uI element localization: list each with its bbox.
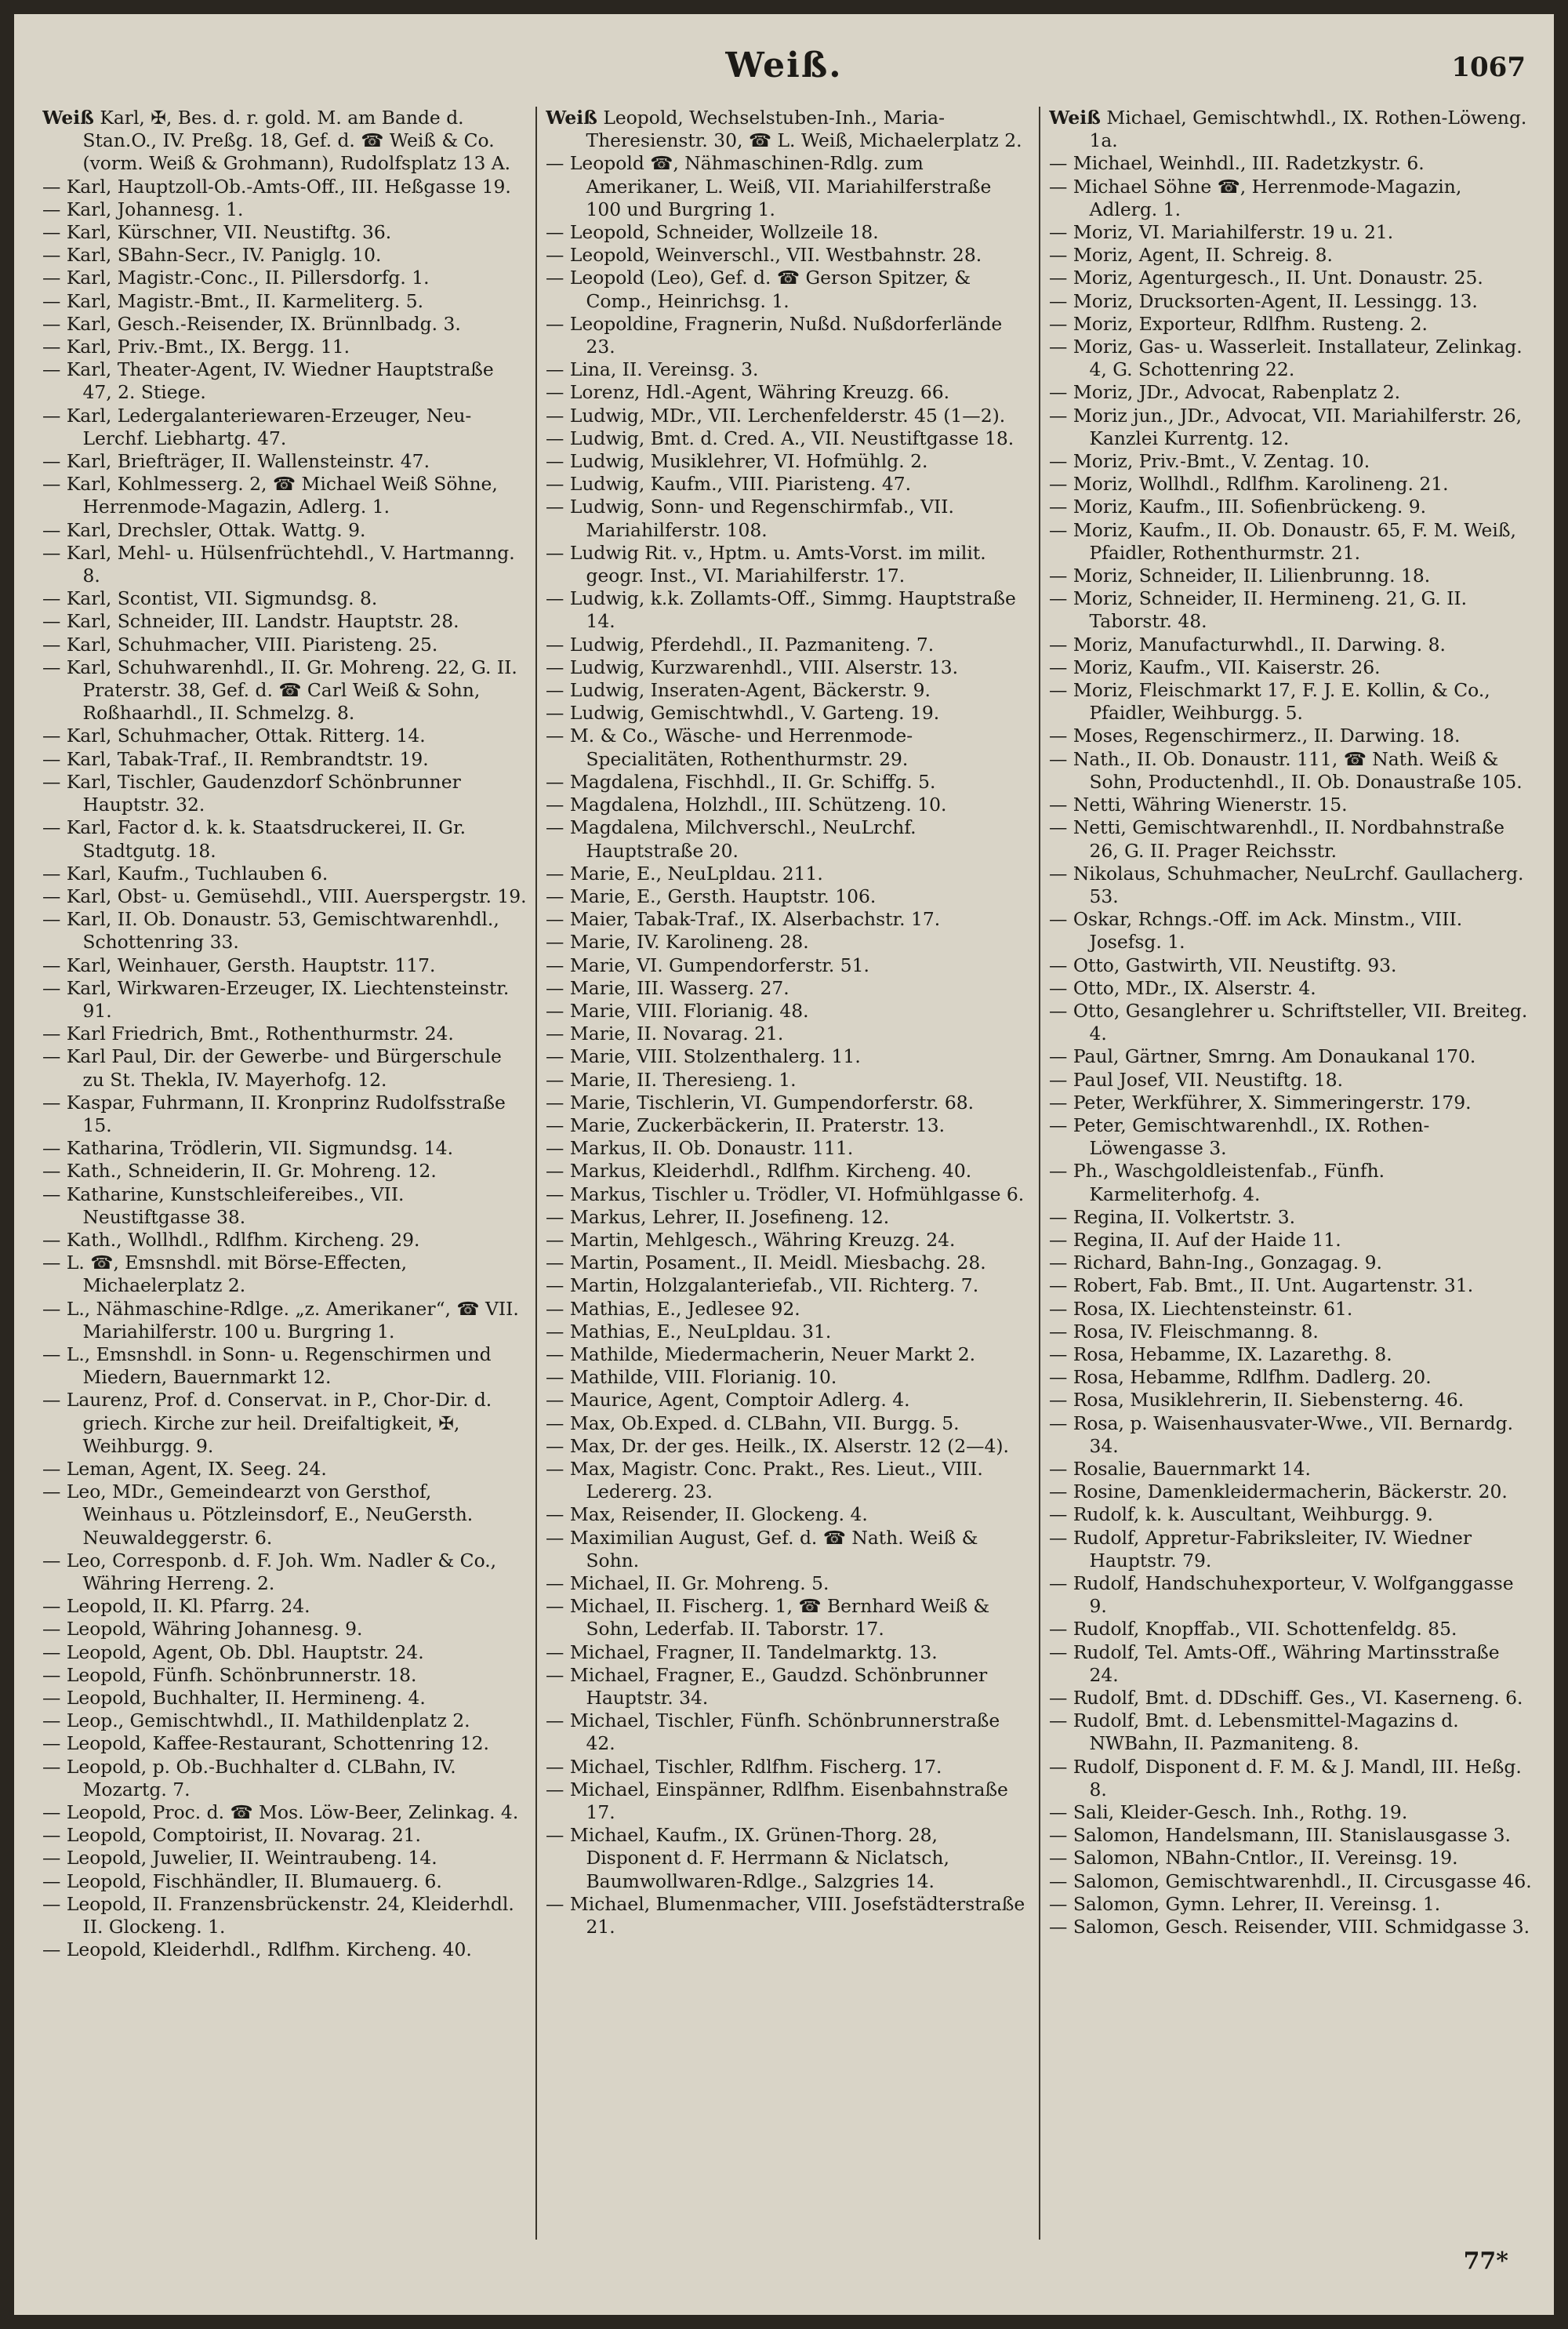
directory-entry: — Moriz, Drucksorten-Agent, II. Lessingg. 13. xyxy=(1049,289,1478,312)
directory-entry: — Max, Ob.Exped. d. CLBahn, VII. Burgg. 5. xyxy=(546,1412,960,1434)
directory-entry: — Marie, Tischlerin, VI. Gumpendorferstr. 68. xyxy=(546,1091,975,1114)
directory-entry: — Max, Reisender, II. Glockeng. 4. xyxy=(546,1503,868,1526)
directory-entry: — Netti, Gemischtwarenhdl., II. Nordbahnstraße 26, G. II. Prager Reichsstr. xyxy=(1049,816,1505,862)
directory-entry: — Michael Söhne ☎, Herrenmode-Magazin, Adlerg. 1. xyxy=(1049,175,1462,220)
directory-entry: — Mathias, E., NeuLpldau. 31. xyxy=(546,1320,832,1343)
directory-entry: — Ludwig, Gemischtwhdl., V. Garteng. 19. xyxy=(546,702,940,725)
directory-entry: — Karl, Scontist, VII. Sigmundsg. 8. xyxy=(42,587,378,610)
directory-entry: — Netti, Währing Wienerstr. 15. xyxy=(1049,794,1348,816)
column-divider xyxy=(535,107,537,2240)
directory-entry: — Regina, II. Volkertstr. 3. xyxy=(1049,1205,1296,1228)
directory-entry: — Markus, Tischler u. Trödler, VI. Hofmühlgasse 6. xyxy=(546,1183,1025,1205)
directory-entry: — Mathias, E., Jedlesee 92. xyxy=(546,1297,800,1320)
directory-entry: — Salomon, NBahn-Cntlor., II. Vereinsg. 19. xyxy=(1049,1847,1458,1869)
directory-entry: — Marie, VIII. Florianig. 48. xyxy=(546,999,809,1022)
directory-entry: — Leopold, Buchhalter, II. Hermineng. 4. xyxy=(42,1687,426,1710)
directory-entry: — Moriz jun., JDr., Advocat, VII. Mariahilferstr. 26, Kanzlei Kurrentg. 12. xyxy=(1049,404,1523,449)
directory-entry: — Otto, MDr., IX. Alserstr. 4. xyxy=(1049,976,1316,999)
directory-entry: — Marie, E., Gersth. Hauptstr. 106. xyxy=(546,885,877,907)
directory-entry: — Kath., Schneiderin, II. Gr. Mohreng. 12. xyxy=(42,1160,437,1183)
directory-entry: — Oskar, Rchngs.-Off. im Ack. Minstm., VIII. Josefsg. 1. xyxy=(1049,908,1463,954)
directory-entry: — Karl, Drechsler, Ottak. Wattg. 9. xyxy=(42,518,366,541)
directory-entry: — Karl, Schuhmacher, VIII. Piaristeng. 25. xyxy=(42,633,438,656)
directory-entry: — Katharine, Kunstschleifereibes., VII. Neustiftgasse 38. xyxy=(42,1183,405,1228)
column-1 xyxy=(42,107,527,2240)
directory-entry: — Karl Paul, Dir. der Gewerbe- und Bürgerschule zu St. Thekla, IV. Mayerhofg. 12. xyxy=(42,1045,502,1091)
directory-entry: — Katharina, Trödlerin, VII. Sigmundsg. 14. xyxy=(42,1137,454,1160)
directory-entry: — Regina, II. Auf der Haide 11. xyxy=(1049,1228,1341,1251)
directory-entry: Weiß Leopold, Wechselstuben-Inh., Maria-Theresienstr. 30, ☎ L. Weiß, Michaelerplatz 2. xyxy=(546,107,1022,152)
directory-entry: — Michael, II. Gr. Mohreng. 5. xyxy=(546,1572,829,1594)
page-title: Weiß. xyxy=(725,45,843,85)
directory-entry: — Ludwig, Sonn- und Regenschirmfab., VII. Mariahilferstr. 108. xyxy=(546,496,954,541)
directory-entry: — Nath., II. Ob. Donaustr. 111, ☎ Nath. Weiß & Sohn, Productenhdl., II. Ob. Donaustraße 105. xyxy=(1049,747,1523,793)
directory-entry: — Peter, Werkführer, X. Simmeringerstr. 179. xyxy=(1049,1091,1472,1114)
directory-entry: — Karl, Kohlmesserg. 2, ☎ Michael Weiß Söhne, Herrenmode-Magazin, Adlerg. 1. xyxy=(42,473,498,518)
directory-entry: — Rosa, IX. Liechtensteinstr. 61. xyxy=(1049,1297,1353,1320)
directory-entry: — Leopold, Fünfh. Schönbrunnerstr. 18. xyxy=(42,1663,417,1686)
directory-entry: — Moriz, VI. Mariahilferstr. 19 u. 21. xyxy=(1049,221,1394,244)
directory-entry: — L. ☎, Emsnshdl. mit Börse-Effecten, Michaelerplatz 2. xyxy=(42,1252,408,1297)
directory-entry: — Karl, Magistr.-Bmt., II. Karmeliterg. 5. xyxy=(42,289,424,312)
directory-entry: — Karl, Kürschner, VII. Neustiftg. 36. xyxy=(42,221,392,244)
directory-entry: — Rudolf, Tel. Amts-Off., Währing Martinsstraße 24. xyxy=(1049,1640,1500,1686)
directory-entry: — Karl, SBahn-Secr., IV. Paniglg. 10. xyxy=(42,244,382,267)
directory-entry: — Leopold, Kaffee-Restaurant, Schottenring 12. xyxy=(42,1732,489,1755)
page-header xyxy=(14,45,1554,100)
directory-entry: — Karl, Obst- u. Gemüsehdl., VIII. Auerspergstr. 19. xyxy=(42,885,527,907)
directory-entry: — Ludwig, k.k. Zollamts-Off., Simmg. Hauptstraße 14. xyxy=(546,587,1016,633)
directory-entry: — Karl, Briefträger, II. Wallensteinstr. 47. xyxy=(42,450,430,473)
directory-entry: — Karl, Factor d. k. k. Staatsdruckerei, II. Gr. Stadtgutg. 18. xyxy=(42,816,466,862)
directory-entry: — Ludwig, Musiklehrer, VI. Hofmühlg. 2. xyxy=(546,450,928,473)
directory-entry: — Michael, Einspänner, Rdlfhm. Eisenbahnstraße 17. xyxy=(546,1778,1008,1824)
directory-entry: — Karl, Theater-Agent, IV. Wiedner Hauptstraße 47, 2. Stiege. xyxy=(42,358,494,404)
directory-entry: — Rosa, IV. Fleischmanng. 8. xyxy=(1049,1320,1319,1343)
directory-entry: — Karl, Tischler, Gaudenzdorf Schönbrunner Hauptstr. 32. xyxy=(42,770,461,816)
directory-entry: — Ludwig, Bmt. d. Cred. A., VII. Neustiftgasse 18. xyxy=(546,427,1014,449)
directory-entry: — Moriz, Priv.-Bmt., V. Zentag. 10. xyxy=(1049,450,1370,473)
directory-entry: — Karl, Kaufm., Tuchlauben 6. xyxy=(42,862,328,885)
directory-entry: — Karl Friedrich, Bmt., Rothenthurmstr. 24. xyxy=(42,1023,454,1045)
directory-entry: — Karl, Johannesg. 1. xyxy=(42,198,244,220)
directory-entry: — Peter, Gemischtwarenhdl., IX. Rothen-Löwengasse 3. xyxy=(1049,1114,1430,1160)
directory-entry: — Ludwig, Kaufm., VIII. Piaristeng. 47. xyxy=(546,473,912,496)
directory-entry: — Marie, Zuckerbäckerin, II. Praterstr. 13. xyxy=(546,1114,946,1136)
column-3 xyxy=(1049,107,1534,2240)
directory-entry: — Michael, II. Fischerg. 1, ☎ Bernhard Weiß & Sohn, Lederfab. II. Taborstr. 17. xyxy=(546,1595,990,1640)
directory-entry: — Leopold, Juwelier, II. Weintraubeng. 14. xyxy=(42,1847,437,1869)
directory-entry: — Leopold, Comptoirist, II. Novarag. 21. xyxy=(42,1824,421,1847)
column-2 xyxy=(546,107,1030,2240)
directory-entry: — Karl, Gesch.-Reisender, IX. Brünnlbadg. 3. xyxy=(42,312,461,335)
directory-entry: — Leman, Agent, IX. Seeg. 24. xyxy=(42,1457,327,1480)
directory-entry: — Michael, Tischler, Fünfh. Schönbrunnerstraße 42. xyxy=(546,1710,1000,1755)
directory-entry: — Maximilian August, Gef. d. ☎ Nath. Weiß & Sohn. xyxy=(546,1526,978,1571)
directory-entry: — Karl, Schneider, III. Landstr. Hauptstr. 28. xyxy=(42,610,459,633)
directory-entry: — Leopold, Weinverschl., VII. Westbahnstr. 28. xyxy=(546,244,982,267)
directory-entry: — Moriz, Wollhdl., Rdlfhm. Karolineng. 21. xyxy=(1049,473,1449,496)
directory-entry: — Moriz, Exporteur, Rdlfhm. Rusteng. 2. xyxy=(1049,312,1428,335)
directory-entry: Weiß Karl, ✠, Bes. d. r. gold. M. am Bande d. Stan.O., IV. Preßg. 18, Gef. d. ☎ Weiß & Co. (vorm. Weiß & Grohmann), Rudolfsplatz 13 A. xyxy=(42,107,511,175)
directory-page xyxy=(14,14,1554,2315)
directory-entry: — Salomon, Gemischtwarenhdl., II. Circusgasse 46. xyxy=(1049,1869,1532,1892)
directory-entry: — Michael, Fragner, II. Tandelmarktg. 13. xyxy=(546,1640,938,1663)
directory-entry: — Karl, Schuhmacher, Ottak. Ritterg. 14. xyxy=(42,725,426,747)
directory-entry: — Leopold, Schneider, Wollzeile 18. xyxy=(546,221,879,244)
directory-entry: — Marie, VI. Gumpendorferstr. 51. xyxy=(546,954,869,976)
directory-entry: — Leopold, p. Ob.-Buchhalter d. CLBahn, IV. Mozartg. 7. xyxy=(42,1755,456,1800)
directory-entry: — Michael, Weinhdl., III. Radetzkystr. 6. xyxy=(1049,152,1425,175)
directory-entry: — Martin, Mehlgesch., Währing Kreuzg. 24. xyxy=(546,1228,956,1251)
directory-entry: — Rosine, Damenkleidermacherin, Bäckerstr. 20. xyxy=(1049,1481,1508,1503)
directory-entry: — Marie, IV. Karolineng. 28. xyxy=(546,931,809,954)
directory-entry: — Rosalie, Bauernmarkt 14. xyxy=(1049,1457,1311,1480)
directory-entry: — Lorenz, Hdl.-Agent, Währing Kreuzg. 66. xyxy=(546,381,950,404)
directory-entry: Weiß Michael, Gemischtwhdl., IX. Rothen-Löweng. 1a. xyxy=(1049,107,1527,152)
directory-entry: — Karl, Magistr.-Conc., II. Pillersdorfg. 1. xyxy=(42,267,430,289)
directory-entry: — Sali, Kleider-Gesch. Inh., Rothg. 19. xyxy=(1049,1801,1408,1824)
directory-entry: — Michael, Blumenmacher, VIII. Josefstädterstraße 21. xyxy=(546,1892,1025,1938)
directory-entry: — Marie, III. Wasserg. 27. xyxy=(546,976,789,999)
directory-entry: — Marie, VIII. Stolzenthalerg. 11. xyxy=(546,1045,861,1068)
directory-entry: — Laurenz, Prof. d. Conservat. in P., Chor-Dir. d. griech. Kirche zur heil. Dreifaltigkeit, ✠, Weihburgg. 9. xyxy=(42,1389,492,1457)
directory-entry: — Karl, Mehl- u. Hülsenfrüchtehdl., V. Hartmanng. 8. xyxy=(42,541,515,587)
directory-entry: — Rosa, Hebamme, Rdlfhm. Dadlerg. 20. xyxy=(1049,1366,1432,1389)
directory-entry: — Moriz, Manufacturwhdl., II. Darwing. 8. xyxy=(1049,633,1446,656)
directory-entry: — Lina, II. Vereinsg. 3. xyxy=(546,358,759,381)
directory-entry: — Ludwig, Inseraten-Agent, Bäckerstr. 9. xyxy=(546,679,931,702)
directory-entry: — Moses, Regenschirmerz., II. Darwing. 18. xyxy=(1049,725,1461,747)
directory-entry: — Moriz, Gas- u. Wasserleit. Installateur, Zelinkag. 4, G. Schottenring 22. xyxy=(1049,336,1523,381)
directory-entry: — Leo, Corresponb. d. F. Joh. Wm. Nadler & Co., Währing Herreng. 2. xyxy=(42,1549,497,1594)
page-number: 1067 xyxy=(1451,52,1526,83)
directory-entry: — Leo, MDr., Gemeindearzt von Gersthof, Weinhaus u. Pötzleinsdorf, E., NeuGersth. Neuwaldeggerstr. 6. xyxy=(42,1481,474,1549)
directory-entry: — Nikolaus, Schuhmacher, NeuLrchf. Gaullacherg. 53. xyxy=(1049,862,1524,907)
directory-entry: — Max, Magistr. Conc. Prakt., Res. Lieut., VIII. Ledererg. 23. xyxy=(546,1457,983,1503)
directory-entry: — L., Emsnshdl. in Sonn- u. Regenschirmen und Miedern, Bauernmarkt 12. xyxy=(42,1343,492,1389)
directory-entry: — Karl, Tabak-Traf., II. Rembrandtstr. 19. xyxy=(42,747,429,770)
directory-entry: — Moriz, JDr., Advocat, Rabenplatz 2. xyxy=(1049,381,1401,404)
directory-entry: — Otto, Gastwirth, VII. Neustiftg. 93. xyxy=(1049,954,1397,976)
directory-entry: — Ludwig, Pferdehdl., II. Pazmaniteng. 7. xyxy=(546,633,935,656)
directory-entry: — L., Nähmaschine-Rdlge. „z. Amerikaner“, ☎ VII. Mariahilferstr. 100 u. Burgring 1. xyxy=(42,1297,519,1343)
directory-entry: — Rudolf, Bmt. d. DDschiff. Ges., VI. Kaserneng. 6. xyxy=(1049,1687,1523,1710)
directory-entry: — Maurice, Agent, Comptoir Adlerg. 4. xyxy=(546,1389,910,1412)
directory-entry: — Paul, Gärtner, Smrng. Am Donaukanal 170. xyxy=(1049,1045,1476,1068)
directory-entry: — Karl, Weinhauer, Gersth. Hauptstr. 117. xyxy=(42,954,436,976)
directory-entry: — Karl, Schuhwarenhdl., II. Gr. Mohreng. 22, G. II. Praterstr. 38, Gef. d. ☎ Carl Weiß & Sohn, Roßhaarhdl., II. Schmelzg. 8. xyxy=(42,656,517,725)
directory-entry: — Rudolf, Bmt. d. Lebensmittel-Magazins d. NWBahn, II. Pazmaniteng. 8. xyxy=(1049,1710,1459,1755)
directory-entry: — Magdalena, Milchverschl., NeuLrchf. Hauptstraße 20. xyxy=(546,816,916,862)
directory-entry: — Leopoldine, Fragnerin, Nußd. Nußdorferlände 23. xyxy=(546,312,1003,358)
directory-entry: — Markus, Lehrer, II. Josefineng. 12. xyxy=(546,1205,890,1228)
directory-entry: — Karl, Hauptzoll-Ob.-Amts-Off., III. Heßgasse 19. xyxy=(42,175,511,198)
directory-entry: — Rudolf, Appretur-Fabriksleiter, IV. Wiedner Hauptstr. 79. xyxy=(1049,1526,1472,1571)
directory-entry: — Ludwig, MDr., VII. Lerchenfelderstr. 45 (1—2). xyxy=(546,404,1006,427)
directory-entry: — Paul Josef, VII. Neustiftg. 18. xyxy=(1049,1068,1344,1091)
directory-entry: — Rosa, Hebamme, IX. Lazarethg. 8. xyxy=(1049,1343,1392,1365)
directory-entry: — Kath., Wollhdl., Rdlfhm. Kircheng. 29. xyxy=(42,1228,420,1251)
directory-entry: — Karl, II. Ob. Donaustr. 53, Gemischtwarenhdl., Schottenring 33. xyxy=(42,908,499,954)
directory-entry: — Leopold ☎, Nähmaschinen-Rdlg. zum Amerikaner, L. Weiß, VII. Mariahilferstraße 100 und Burgring 1. xyxy=(546,152,992,220)
directory-entry: — Mathilde, VIII. Florianig. 10. xyxy=(546,1366,837,1389)
directory-entry: — Leopold, Währing Johannesg. 9. xyxy=(42,1618,363,1640)
directory-entry: — Magdalena, Holzhdl., III. Schützeng. 10. xyxy=(546,794,947,816)
directory-entry: — Leopold (Leo), Gef. d. ☎ Gerson Spitzer, & Comp., Heinrichsg. 1. xyxy=(546,267,971,312)
directory-entry: — Moriz, Kaufm., VII. Kaiserstr. 26. xyxy=(1049,656,1381,678)
directory-entry: — Moriz, Schneider, II. Lilienbrunng. 18. xyxy=(1049,565,1431,587)
directory-entry: — Ph., Waschgoldleistenfab., Fünfh. Karmeliterhofg. 4. xyxy=(1049,1160,1385,1205)
directory-entry: — Salomon, Gesch. Reisender, VIII. Schmidgasse 3. xyxy=(1049,1916,1530,1938)
directory-entry: — M. & Co., Wäsche- und Herrenmode-Specialitäten, Rothenthurmstr. 29. xyxy=(546,725,913,770)
directory-entry: — Richard, Bahn-Ing., Gonzagag. 9. xyxy=(1049,1252,1382,1274)
directory-entry: — Leopold, II. Franzensbrückenstr. 24, Kleiderhdl. II. Glockeng. 1. xyxy=(42,1892,514,1938)
directory-entry: — Karl, Ledergalanteriewaren-Erzeuger, Neu-Lerchf. Liebhartg. 47. xyxy=(42,404,472,449)
directory-entry: — Martin, Holzgalanteriefab., VII. Richterg. 7. xyxy=(546,1274,979,1297)
directory-entry: — Leopold, II. Kl. Pfarrg. 24. xyxy=(42,1595,310,1618)
directory-entry: — Leopold, Agent, Ob. Dbl. Hauptstr. 24. xyxy=(42,1640,424,1663)
directory-entry: — Moriz, Agent, II. Schreig. 8. xyxy=(1049,244,1333,267)
directory-entry: — Moriz, Fleischmarkt 17, F. J. E. Kollin, & Co., Pfaidler, Weihburgg. 5. xyxy=(1049,679,1490,725)
directory-entry: — Salomon, Handelsmann, III. Stanislausgasse 3. xyxy=(1049,1824,1511,1847)
directory-entry: — Leopold, Fischhändler, II. Blumauerg. 6. xyxy=(42,1869,442,1892)
directory-entry: — Rudolf, Handschuhexporteur, V. Wolfganggasse 9. xyxy=(1049,1572,1514,1618)
directory-entry: — Karl, Priv.-Bmt., IX. Bergg. 11. xyxy=(42,336,350,358)
directory-entry: — Kaspar, Fuhrmann, II. Kronprinz Rudolfsstraße 15. xyxy=(42,1091,506,1136)
directory-entry: — Leop., Gemischtwhdl., II. Mathildenplatz 2. xyxy=(42,1710,470,1732)
directory-entry: — Otto, Gesanglehrer u. Schriftsteller, VII. Breiteg. 4. xyxy=(1049,999,1528,1045)
directory-entry: — Karl, Wirkwaren-Erzeuger, IX. Liechtensteinstr. 91. xyxy=(42,976,510,1022)
directory-entry: — Magdalena, Fischhdl., II. Gr. Schiffg. 5. xyxy=(546,770,936,793)
directory-entry: — Michael, Tischler, Rdlfhm. Fischerg. 17. xyxy=(546,1755,942,1778)
directory-entry: — Marie, II. Theresieng. 1. xyxy=(546,1068,797,1091)
directory-entry: — Marie, E., NeuLpldau. 211. xyxy=(546,862,823,885)
signature-mark: 77* xyxy=(1463,2247,1508,2275)
directory-entry: — Ludwig Rit. v., Hptm. u. Amts-Vorst. im milit. geogr. Inst., VI. Mariahilferstr. 17. xyxy=(546,541,986,587)
directory-entry: — Moriz, Kaufm., II. Ob. Donaustr. 65, F. M. Weiß, Pfaidler, Rothenthurmstr. 21. xyxy=(1049,518,1516,564)
directory-entry: — Michael, Kaufm., IX. Grünen-Thorg. 28, Disponent d. F. Herrmann & Niclatsch, Baumwollwaren-Rdlge., Salzgries 14. xyxy=(546,1824,949,1892)
directory-entry: — Moriz, Agenturgesch., II. Unt. Donaustr. 25. xyxy=(1049,267,1483,289)
directory-entry: — Rudolf, k. k. Auscultant, Weihburgg. 9. xyxy=(1049,1503,1433,1526)
directory-entry: — Mathilde, Miedermacherin, Neuer Markt 2. xyxy=(546,1343,976,1365)
directory-entry: — Michael, Fragner, E., Gaudzd. Schönbrunner Hauptstr. 34. xyxy=(546,1663,988,1710)
directory-entry: — Ludwig, Kurzwarenhdl., VIII. Alserstr. 13. xyxy=(546,656,959,678)
directory-entry: — Leopold, Proc. d. ☎ Mos. Löw-Beer, Zelinkag. 4. xyxy=(42,1801,519,1824)
directory-entry: — Moriz, Kaufm., III. Sofienbrückeng. 9. xyxy=(1049,496,1427,518)
directory-entry: — Markus, Kleiderhdl., Rdlfhm. Kircheng. 40. xyxy=(546,1160,972,1183)
directory-entry: — Markus, II. Ob. Donaustr. 111. xyxy=(546,1137,854,1160)
directory-entry: — Rosa, Musiklehrerin, II. Siebensterng. 46. xyxy=(1049,1389,1465,1412)
directory-entry: — Rosa, p. Waisenhausvater-Wwe., VII. Bernardg. 34. xyxy=(1049,1412,1514,1457)
directory-entry: — Moriz, Schneider, II. Hermineng. 21, G. II. Taborstr. 48. xyxy=(1049,587,1468,633)
directory-entry: — Max, Dr. der ges. Heilk., IX. Alserstr. 12 (2—4). xyxy=(546,1434,1009,1457)
directory-entry: — Rudolf, Disponent d. F. M. & J. Mandl, III. Heßg. 8. xyxy=(1049,1755,1522,1800)
directory-entry: — Maier, Tabak-Traf., IX. Alserbachstr. 17. xyxy=(546,908,941,931)
directory-entry: — Marie, II. Novarag. 21. xyxy=(546,1023,784,1045)
directory-entry: — Robert, Fab. Bmt., II. Unt. Augartenstr. 31. xyxy=(1049,1274,1474,1297)
directory-entry: — Rudolf, Knopffab., VII. Schottenfeldg. 85. xyxy=(1049,1618,1457,1640)
directory-entry: — Leopold, Kleiderhdl., Rdlfhm. Kircheng. 40. xyxy=(42,1938,472,1961)
column-divider xyxy=(1039,107,1040,2240)
directory-entry: — Martin, Posament., II. Meidl. Miesbachg. 28. xyxy=(546,1252,986,1274)
directory-entry: — Salomon, Gymn. Lehrer, II. Vereinsg. 1. xyxy=(1049,1892,1441,1915)
